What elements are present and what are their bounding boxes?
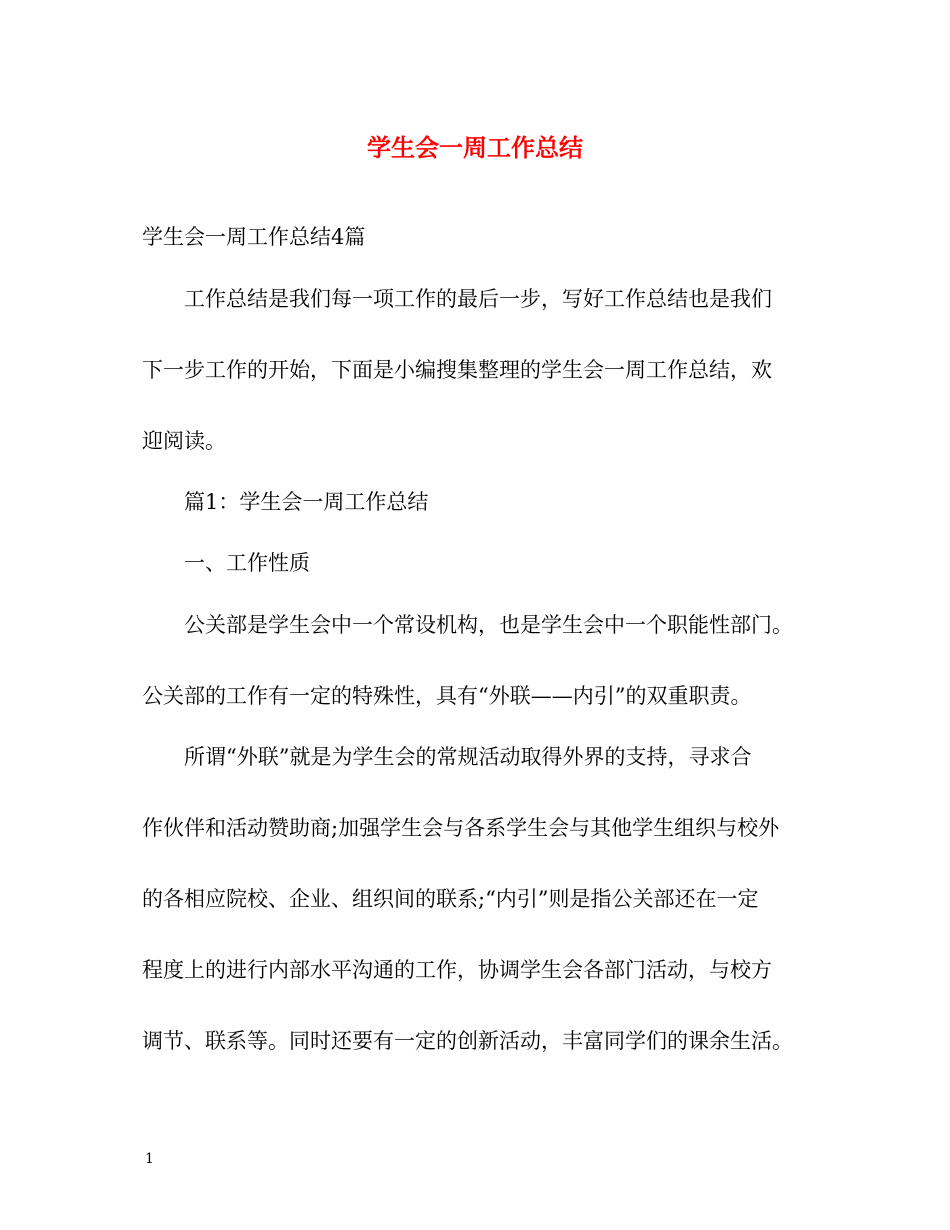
paragraph-line: 作伙伴和活动赞助商;加强学生会与各系学生会与其他学生组织与校外 bbox=[142, 816, 780, 840]
subsection-heading: 一、工作性质 bbox=[184, 551, 310, 575]
paragraph-line: 迎阅读。 bbox=[142, 429, 226, 453]
paragraph-line: 所谓“外联”就是为学生会的常规活动取得外界的支持，寻求合 bbox=[184, 745, 752, 769]
paragraph-line: 公关部是学生会中一个常设机构，也是学生会中一个职能性部门。 bbox=[184, 613, 793, 637]
paragraph-line: 程度上的进行内部水平沟通的工作，协调学生会各部门活动，与校方 bbox=[142, 958, 772, 982]
paragraph-line: 工作总结是我们每一项工作的最后一步，写好工作总结也是我们 bbox=[184, 287, 772, 311]
paragraph-line: 下一步工作的开始，下面是小编搜集整理的学生会一周工作总结，欢 bbox=[142, 358, 772, 382]
section-heading: 篇1：学生会一周工作总结 bbox=[184, 490, 429, 514]
page-number: 1 bbox=[145, 1151, 154, 1167]
document-title: 学生会一周工作总结 bbox=[367, 133, 583, 162]
paragraph-line: 调节、联系等。同时还要有一定的创新活动，丰富同学们的课余生活。 bbox=[142, 1029, 793, 1053]
paragraph-line: 的各相应院校、企业、组织间的联系;“内引”则是指公关部还在一定 bbox=[142, 887, 759, 911]
subtitle-line: 学生会一周工作总结4篇 bbox=[142, 225, 366, 249]
paragraph-line: 公关部的工作有一定的特殊性，具有“外联——内引”的双重职责。 bbox=[142, 684, 752, 708]
